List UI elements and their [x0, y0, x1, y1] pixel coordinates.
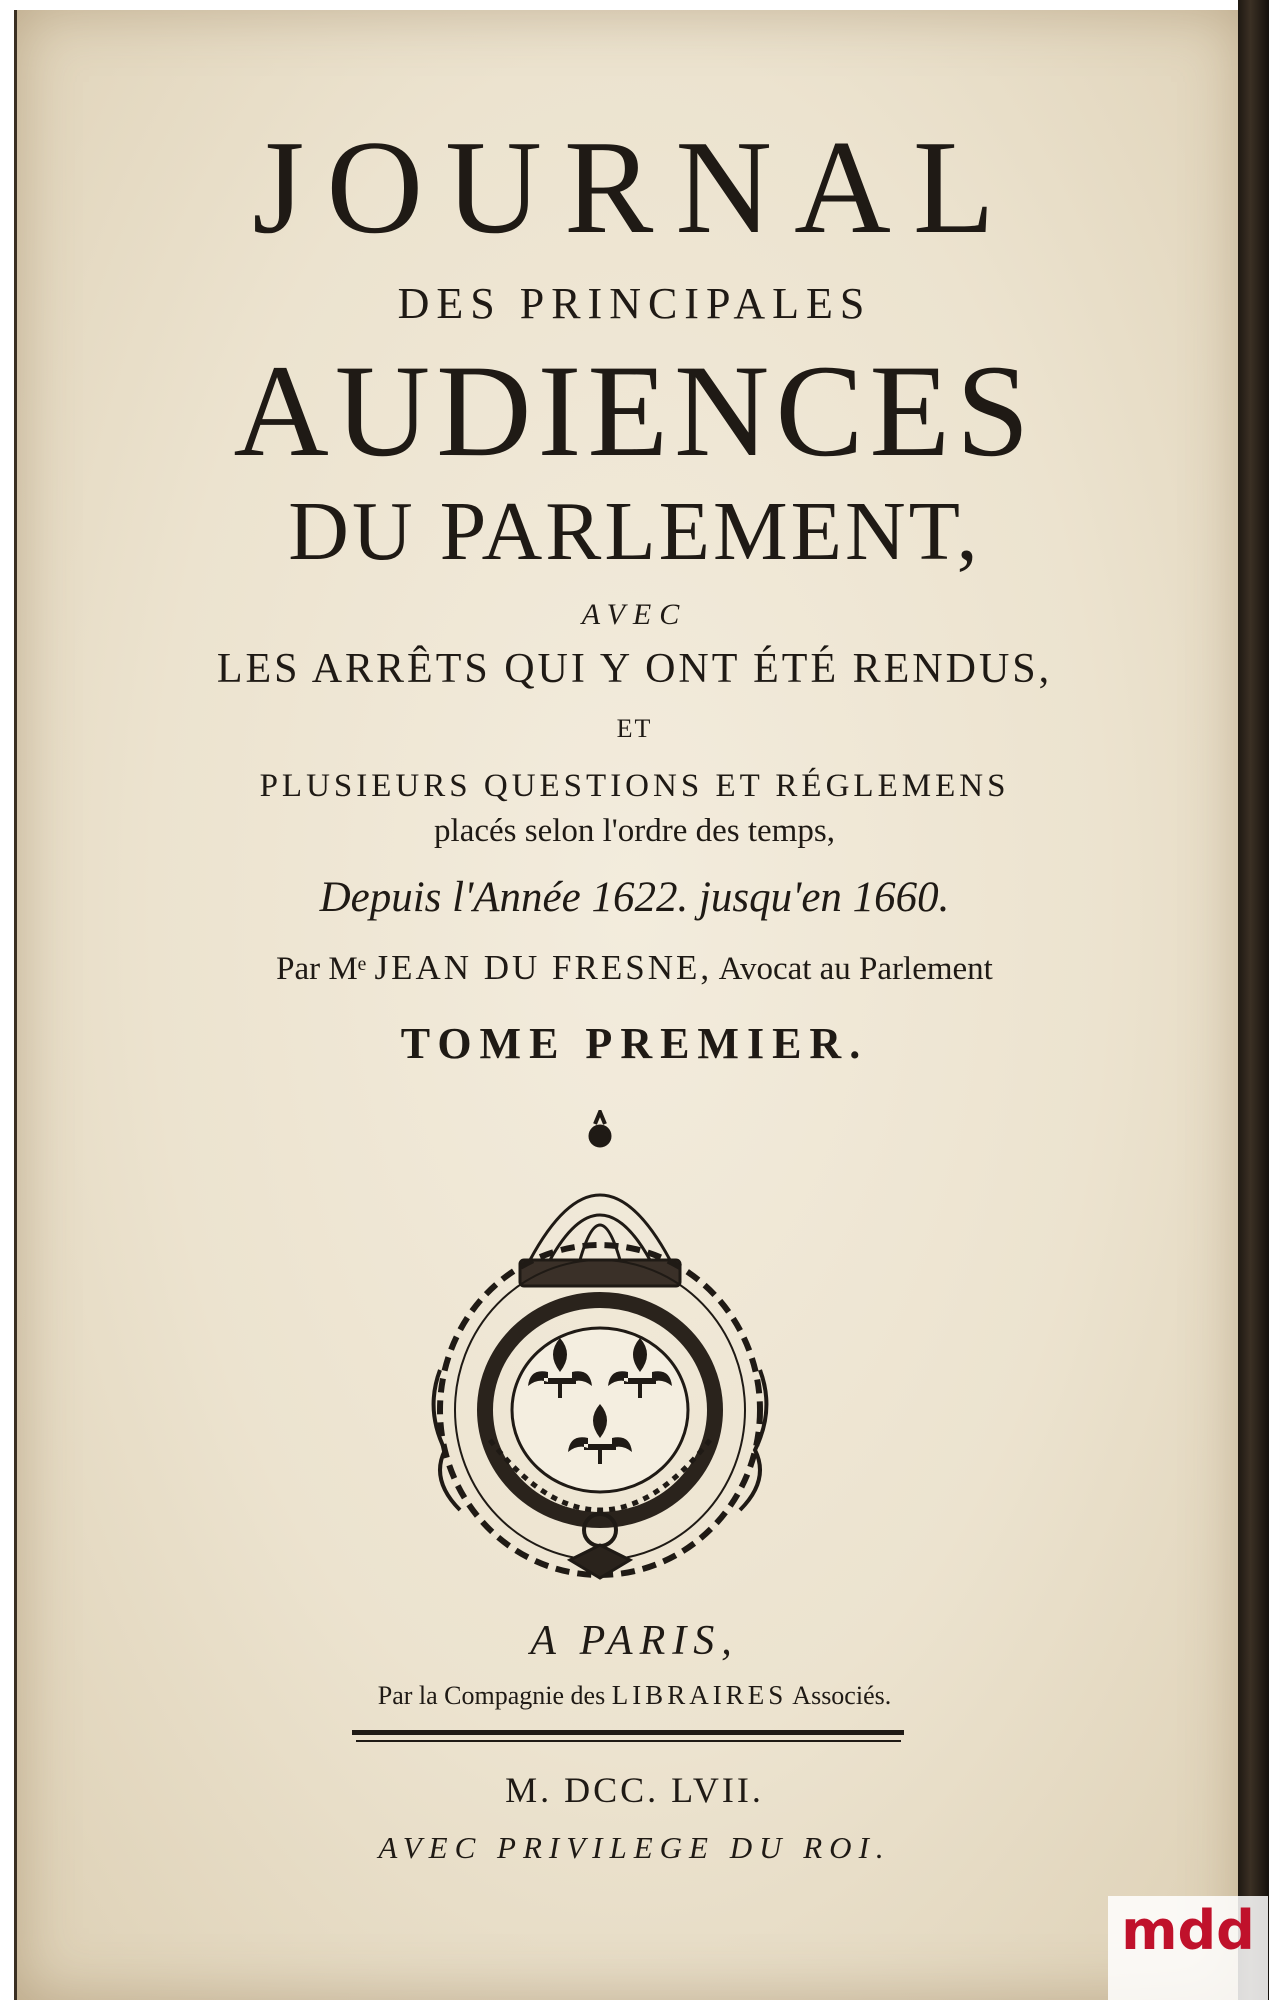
author-title: Avocat au Parlement [718, 951, 993, 987]
title-des-principales: DES PRINCIPALES [397, 279, 872, 328]
author-name: JEAN DU FRESNE, [374, 948, 713, 987]
double-rule-thin [356, 1740, 901, 1742]
title-arrets: LES ARRÊTS QUI Y ONT ÉTÉ RENDUS, [216, 646, 1053, 692]
title-journal: JOURNAL [252, 113, 1017, 261]
watermark-logo [1108, 1896, 1268, 2000]
title-plusieurs: PLUSIEURS QUESTIONS ET RÉGLEMENS [259, 768, 1010, 804]
publisher-suffix: Associés. [792, 1681, 892, 1710]
royal-arms-fleur-de-lis-icon [420, 1110, 780, 1580]
author-line [0, 950, 1269, 986]
title-places: placés selon l'ordre des temps, [434, 813, 835, 849]
title-date-range: Depuis l'Année 1622. jusqu'en 1660. [319, 874, 950, 921]
double-rule-thick [352, 1730, 904, 1735]
imprint-publisher [0, 1682, 1269, 1709]
imprint-privilege: AVEC PRIVILEGE DU ROI. [378, 1830, 891, 1865]
title-et: ET [616, 714, 653, 743]
imprint-city: A PARIS, [530, 1618, 739, 1664]
author-prefix: Par Mᵉ [276, 951, 367, 987]
logo-mark: mdd [1121, 1899, 1255, 1962]
imprint-date: M. DCC. LVII. [505, 1770, 764, 1810]
publisher-libraires: LIBRAIRES [611, 1680, 788, 1710]
publisher-prefix: Par la Compagnie des [377, 1681, 606, 1710]
title-du-parlement: DU PARLEMENT, [288, 485, 981, 578]
title-avec: AVEC [581, 598, 688, 631]
title-audiences: AUDIENCES [233, 337, 1036, 484]
volume-label: TOME PREMIER. [400, 1019, 869, 1068]
